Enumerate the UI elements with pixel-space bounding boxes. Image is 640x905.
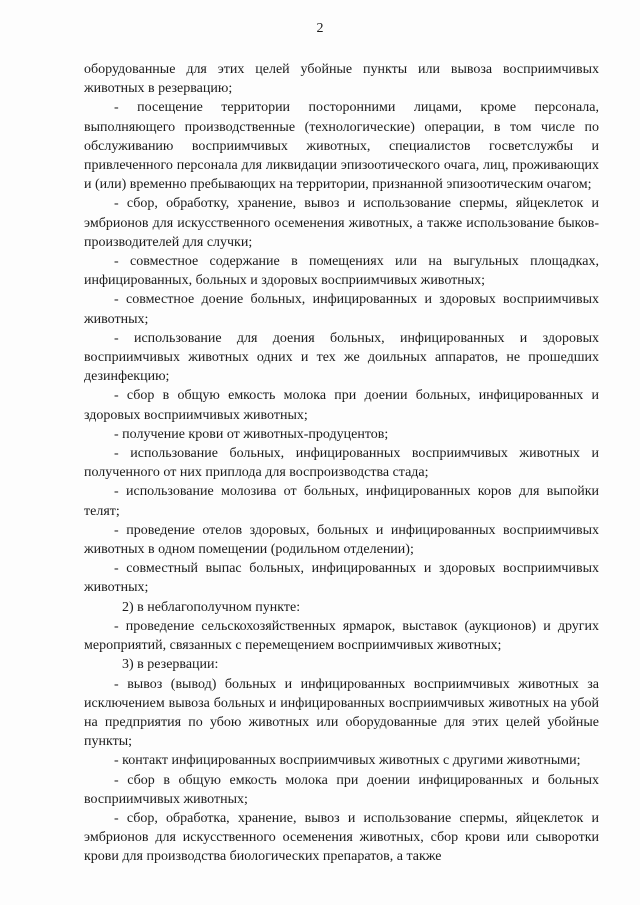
paragraph: - проведение отелов здоровых, больных и инфицированных восприимчивых животных в одном помещении (родильном отделении); (84, 522, 599, 558)
paragraph: - использование для доения больных, инфицированных и здоровых восприимчивых животных одних и тех же доильных аппаратов, не прошедших дезинфекцию; (84, 330, 599, 385)
paragraph: - сбор в общую емкость молока при доении инфицированных и больных восприимчивых животных; (84, 772, 599, 807)
document-body (84, 60, 599, 867)
paragraph: - использование молозива от больных, инфицированных коров для выпойки телят; (84, 484, 599, 519)
page-number: 2 (316, 21, 324, 36)
paragraph: - совместный выпас больных, инфицированных и здоровых восприимчивых животных; (84, 561, 599, 596)
paragraph: - сбор, обработку, хранение, вывоз и использование спермы, яйцеклеток и эмбрионов для искусственного осеменения животных, а также использование быков-производителей для случки; (84, 196, 599, 250)
paragraph: - сбор, обработка, хранение, вывоз и использование спермы, яйцеклеток и эмбрионов для искусственного осеменения животных, сбор крови или сыворотки крови для производства биологических препаратов, а также (84, 810, 599, 865)
paragraph: - вывоз (вывод) больных и инфицированных восприимчивых животных за исключением вывоза больных и инфицированных восприимчивых животных на убой на предприятия по убою животных или оборудованные для этих целей убойные пункты; (84, 676, 599, 750)
paragraph: - сбор в общую емкость молока при доении больных, инфицированных и здоровых восприимчивых животных; (84, 388, 599, 423)
paragraph: - получение крови от животных-продуцентов; (114, 426, 389, 442)
paragraph: - посещение территории посторонними лицами, кроме персонала, выполняющего производственные (технологические) операции, в том числе по обслуживанию восприимчивых животных, специалистов госветслужбы и привлеченного персонала для ликвидации эпизоотического очага, лиц, проживающих и (или) временно пребывающих на территории, признанной эпизоотическим очагом; (84, 100, 599, 193)
paragraph: - контакт инфицированных восприимчивых животных с другими животными; (114, 753, 581, 769)
paragraph: - использование больных, инфицированных восприимчивых животных и полученного от них приплода для воспроизводства стада; (84, 446, 599, 481)
section-heading: 3) в резервации: (122, 657, 219, 673)
paragraph: - проведение сельскохозяйственных ярмарок, выставок (аукционов) и других мероприятий, связанных с перемещением восприимчивых животных; (84, 618, 599, 654)
paragraph: - совместное содержание в помещениях или на выгульных площадках, инфицированных, больных и здоровых восприимчивых животных; (84, 254, 599, 289)
paragraph: оборудованные для этих целей убойные пункты или вывоза восприимчивых животных в резервацию; (84, 62, 599, 97)
paragraph: - совместное доение больных, инфицированных и здоровых восприимчивых животных; (84, 292, 599, 327)
section-heading: 2) в неблагополучном пункте: (122, 599, 301, 615)
